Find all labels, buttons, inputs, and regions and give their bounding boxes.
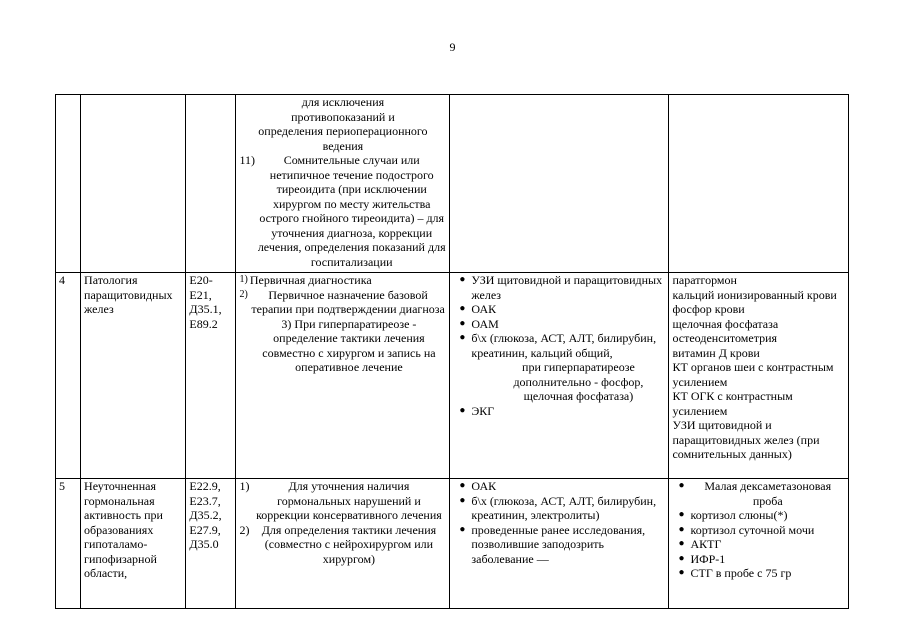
bullet-icon: ● [678, 523, 685, 535]
bullet-icon: ● [459, 274, 466, 285]
bullet-icon: ● [459, 332, 466, 343]
list-item: ● УЗИ щитовидной и паращитовидных желез [453, 273, 665, 302]
list-item [239, 288, 446, 317]
cell-indications [236, 95, 450, 273]
list-item: ● б\х (глюкоза, АСТ, АЛТ, билирубин, креатинин, кальций общий, [453, 331, 665, 360]
bullet-icon: ● [678, 552, 685, 564]
spec-line: КТ ОГК с контрастным усилением [672, 389, 793, 418]
list-item: ● кортизол суточной мочи [672, 523, 845, 538]
bullet-icon: ● [459, 404, 466, 416]
bullet-icon: ● [459, 303, 466, 314]
cell-specialist [669, 479, 849, 609]
cell-name: Патология паращитовидных желез [81, 273, 186, 479]
bullet-icon: ● [678, 538, 685, 549]
list-item: ● ОАК [453, 302, 665, 317]
cell-exams [450, 479, 669, 609]
spec-line: КТ органов шеи с контрастным усилением [672, 360, 834, 389]
cell-indications [236, 479, 450, 609]
list-item: 3) При гиперпаратиреозе - определение тактики лечения совместно с хирургом и запись на оперативное лечение [262, 316, 436, 374]
list-item [239, 523, 446, 567]
item-number: 1) [239, 479, 250, 493]
item-number: 2) [239, 288, 248, 300]
cont-line: для исключения [301, 95, 385, 109]
spec-line: кальций ионизированный крови [672, 287, 837, 302]
cell-exams [450, 95, 669, 273]
bullet-icon: ● [459, 317, 466, 329]
spec-line: остеоденситометрия [672, 331, 778, 345]
page-number: 9 [449, 40, 456, 54]
bullet-icon: ● [459, 480, 466, 491]
cell-num: 4 [56, 273, 81, 479]
item-number: 11) [239, 153, 256, 167]
cell-codes [186, 95, 236, 273]
cont-line: противопоказаний и [291, 109, 395, 124]
bullet-icon: ● [459, 494, 466, 506]
exam-note: при гиперпаратиреозе дополнительно - фосфор, щелочная фосфатаза) [513, 360, 644, 403]
list-item: ● АКТГ [672, 537, 845, 552]
list-item: ● ОАМ [453, 317, 665, 332]
list-item: ● ОАК [453, 479, 665, 494]
list-item: ● ЭКГ [453, 404, 665, 419]
cont-line: определения периоперационного [258, 124, 428, 138]
spec-line: УЗИ щитовидной и паращитовидных желез (при сомнительных данных) [672, 418, 820, 461]
cell-codes: E20-E21, Д35.1, E89.2 [186, 273, 236, 479]
cell-specialist [669, 95, 849, 273]
table-row [56, 479, 849, 609]
cell-name [81, 95, 186, 273]
list-item [239, 153, 446, 269]
table-row-continued [56, 95, 849, 273]
cont-line: ведения [322, 138, 364, 153]
cell-exams [450, 273, 669, 479]
item-text: Для определения тактики лечения (совместно с нейрохирургом или хирургом) [261, 522, 437, 566]
spec-line: витамин Д крови [672, 345, 760, 360]
item-text: Первичное назначение базовой терапии при подтверждении диагноза [251, 287, 445, 316]
list-item [239, 273, 446, 288]
cell-specialist [669, 273, 849, 479]
bullet-icon: ● [678, 480, 685, 491]
bullet-icon: ● [678, 567, 685, 578]
cell-codes: E22.9, E23.7, Д35.2, E27.9, Д35.0 [186, 479, 236, 609]
spec-line: фосфор крови [672, 302, 745, 316]
list-item: ● ИФР-1 [672, 552, 845, 567]
list-item: ● кортизол слюны(*) [672, 508, 845, 523]
list-item: ● СТГ в пробе с 75 гр [672, 566, 845, 581]
list-item: ● б\х (глюкоза, АСТ, АЛТ, билирубин, креатинин, электролиты) [453, 494, 665, 523]
spec-line: щелочная фосфатаза [672, 316, 779, 331]
item-text: Для уточнения наличия гормональных нарушений и коррекции консервативного лечения [256, 479, 442, 522]
cell-name: Неуточненная гормональная активность при образованиях гипоталамо-гипофизарной области, [81, 479, 186, 609]
cell-indications [236, 273, 450, 479]
list-item [239, 479, 446, 523]
item-text: Сомнительные случаи или нетипичное течение подострого тиреоидита (при исключении хирургом по месту жительства острого гнойного тиреоидита) – для уточнения диагноза, коррекции лечения, определения показаний для госпитализации [257, 153, 446, 269]
bullet-icon: ● [678, 509, 685, 520]
bullet-icon: ● [459, 523, 466, 535]
spec-line: паратгормон [672, 273, 737, 287]
list-item: ● Малая дексаметазоновая проба [672, 479, 845, 508]
item-number: 2) [239, 522, 250, 537]
clinical-table [55, 94, 849, 609]
item-text: Первичная диагностика [249, 273, 372, 287]
cell-num: 5 [56, 479, 81, 609]
table-row [56, 273, 849, 479]
item-number: 1) [239, 274, 248, 285]
list-item: ● проведенные ранее исследования, позволившие заподозрить заболевание — [453, 523, 665, 567]
cell-num [56, 95, 81, 273]
